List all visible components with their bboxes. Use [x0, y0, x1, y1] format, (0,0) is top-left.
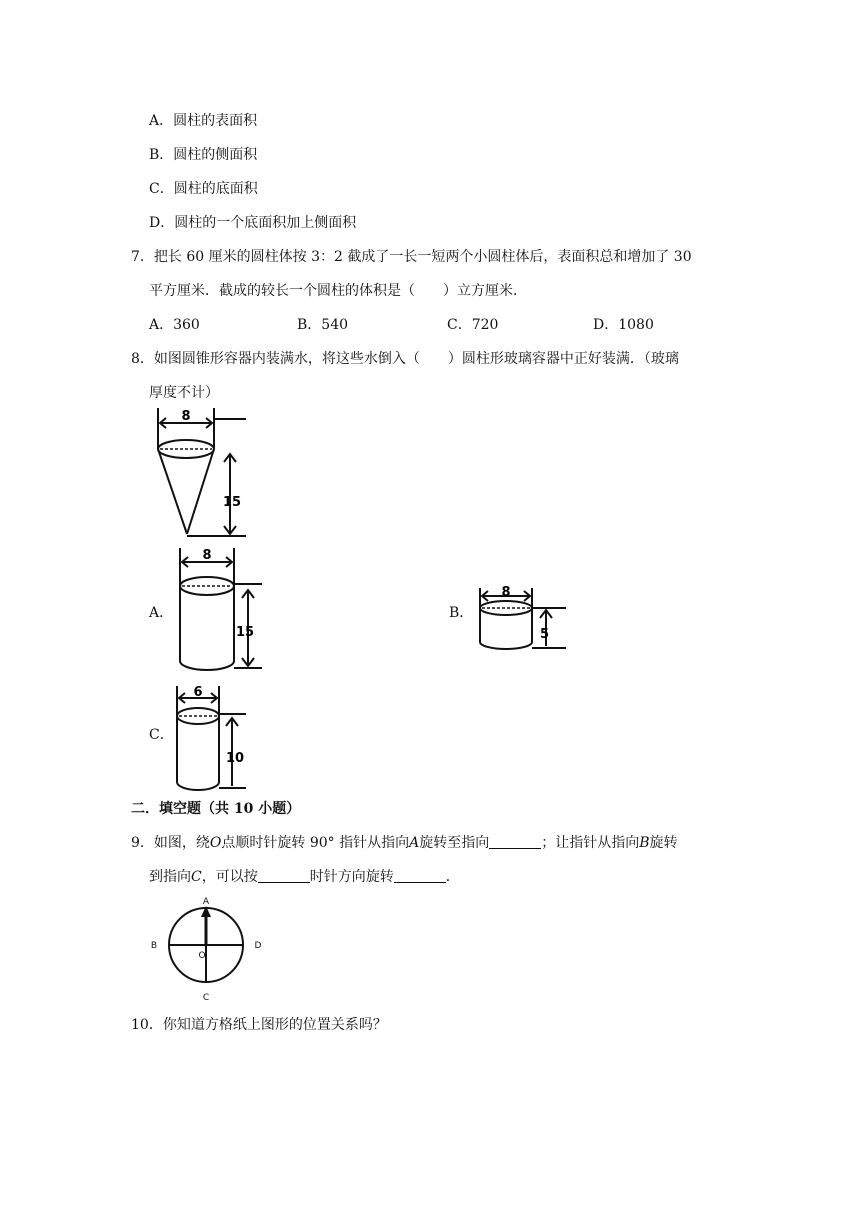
q6-option-a: A．圆柱的表面积: [149, 113, 258, 129]
cone-height-label: 15: [223, 495, 242, 510]
q9-text: ，可以按: [201, 869, 258, 885]
q9-var-o: O: [209, 835, 222, 851]
q6-option-d: D．圆柱的一个底面积加上侧面积: [149, 215, 357, 231]
q9-text: 旋转至指向: [419, 835, 490, 851]
dial-label-c: C: [202, 993, 210, 1003]
q9-blank-3[interactable]: [394, 868, 446, 883]
q9-blank-1[interactable]: [489, 834, 541, 849]
q7-line-1: 7．把长 60 厘米的圆柱体按 3：2 截成了一长一短两个小圆柱体后，表面积总和增加了 30: [131, 249, 692, 265]
option-a-height-label: 15: [236, 625, 255, 640]
q9-text: 旋转: [649, 835, 678, 851]
option-b-diameter-label: 8: [501, 586, 511, 600]
q8-option-c-label: C．: [149, 727, 174, 743]
q8-option-b-label: B．: [449, 605, 474, 621]
dial-label-d: D: [254, 941, 262, 951]
option-a-diameter-label: 8: [202, 548, 212, 563]
q9-text: 点顺时针旋转 90° 指针从指向: [221, 835, 410, 851]
q7-option-c: C．720: [447, 317, 499, 333]
dial-label-b: B: [150, 941, 158, 951]
dial-figure: [146, 892, 266, 1004]
q7-line-2: 平方厘米．截成的较长一个圆柱的体积是（ ）立方厘米．: [149, 283, 527, 299]
q9-line-1: [131, 834, 678, 852]
q9-var-a: A: [409, 835, 420, 851]
option-a-cylinder: [172, 546, 264, 672]
dial-label-a: A: [202, 897, 210, 907]
q9-blank-2[interactable]: [258, 868, 310, 883]
section-2-heading: 二．填空题（共 10 小题）: [131, 801, 301, 817]
option-c-cylinder: [170, 684, 250, 794]
q9-var-c: C: [191, 869, 202, 885]
cone-diameter-label: 8: [181, 409, 191, 424]
dial-label-o: O: [198, 951, 206, 961]
q7-option-a: A．360: [149, 317, 200, 333]
option-b-cylinder: [474, 586, 568, 652]
option-b-height-label: 5: [540, 627, 550, 642]
cone-figure: [148, 406, 252, 540]
q6-option-c: C．圆柱的底面积: [149, 181, 258, 197]
q8-line-1: 8．如图圆锥形容器内装满水，将这些水倒入（ ）圆柱形玻璃容器中正好装满．（玻璃: [131, 351, 679, 367]
q9-text: ；让指针从指向: [541, 835, 640, 851]
q9-text: ．: [445, 869, 460, 885]
q9-var-b: B: [639, 835, 650, 851]
q9-text: 时针方向旋转: [309, 869, 394, 885]
q8-option-a-label: A．: [149, 605, 174, 621]
q9-text: 9．如图，绕: [131, 835, 210, 851]
q9-line-2: [149, 868, 460, 886]
option-c-height-label: 10: [226, 751, 245, 766]
q8-line-2: 厚度不计）: [149, 385, 219, 401]
option-c-diameter-label: 6: [193, 685, 203, 700]
q10-line: 10．你知道方格纸上图形的位置关系吗？: [131, 1017, 387, 1033]
q7-option-b: B．540: [297, 317, 349, 333]
q6-option-b: B．圆柱的侧面积: [149, 147, 258, 163]
q7-option-d: D．1080: [593, 317, 654, 333]
q9-text: 到指向: [149, 869, 191, 885]
